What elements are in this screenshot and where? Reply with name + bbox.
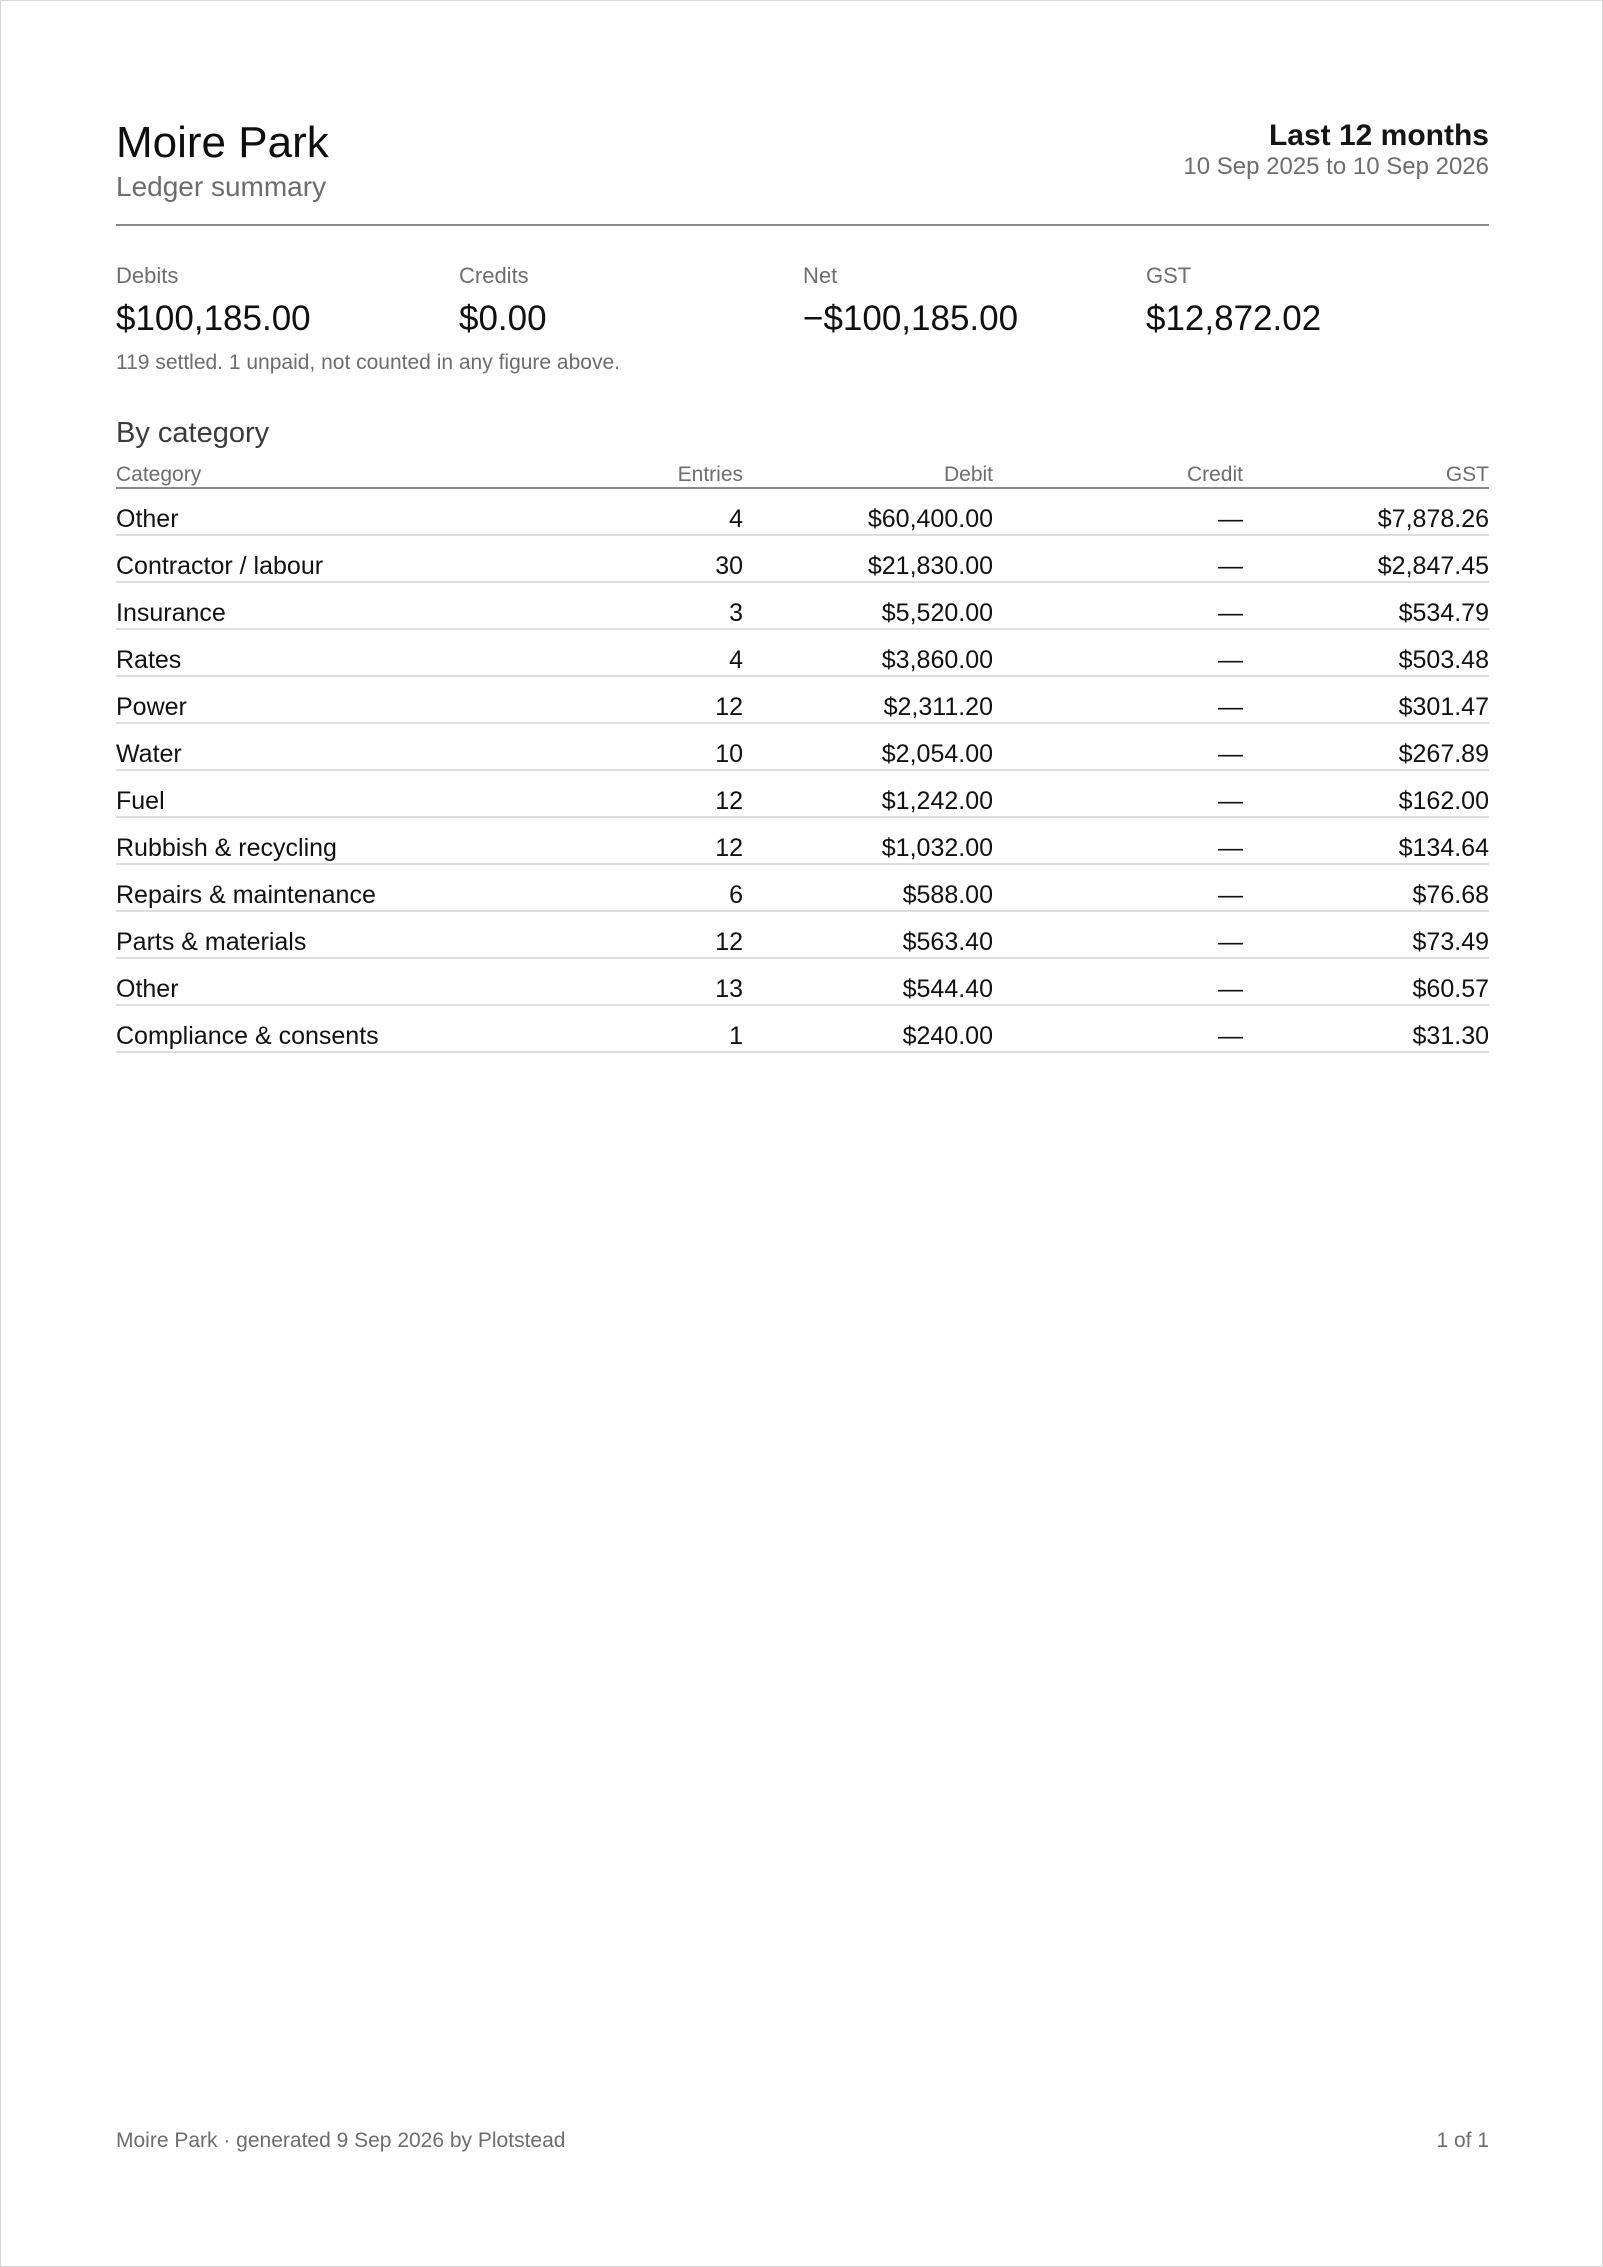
cell-category: Parts & materials (116, 928, 307, 956)
cell-gst: $31.30 (1412, 1022, 1489, 1050)
cell-entries: 6 (729, 881, 743, 909)
period-label: Last 12 months (1268, 119, 1489, 152)
page-footer (116, 2129, 1489, 2153)
gst-label: GST (1146, 263, 1192, 288)
cell-debit: $2,311.20 (883, 693, 993, 721)
cell-gst: $301.47 (1398, 693, 1489, 721)
credits-label: Credits (459, 263, 529, 288)
cell-category: Repairs & maintenance (116, 881, 376, 909)
net-value: −$100,185.00 (803, 299, 1019, 338)
category-section-heading: By category (116, 417, 270, 449)
column-header-gst: GST (1445, 463, 1489, 486)
table-row (116, 583, 1489, 630)
cell-credit: — (1218, 975, 1243, 1003)
table-row (116, 771, 1489, 818)
credits-value: $0.00 (459, 299, 547, 338)
cell-debit: $2,054.00 (881, 740, 993, 768)
cell-category: Other (116, 975, 179, 1003)
net-label: Net (803, 263, 838, 288)
period-range: 10 Sep 2025 to 10 Sep 2026 (1183, 153, 1489, 180)
table-row (116, 865, 1489, 912)
debits-stat (116, 265, 456, 336)
table-header-row (116, 463, 1489, 489)
cell-credit: — (1218, 787, 1243, 815)
cell-entries: 3 (729, 599, 743, 627)
cell-category: Water (116, 740, 182, 768)
table-row (116, 630, 1489, 677)
header-divider (116, 224, 1489, 226)
cell-credit: — (1218, 693, 1243, 721)
cell-entries: 1 (729, 1022, 743, 1050)
site-name: Moire Park (116, 118, 329, 167)
cell-gst: $503.48 (1398, 646, 1489, 674)
summary-note: 119 settled. 1 unpaid, not counted in any figure above. (116, 351, 620, 374)
cell-gst: $267.89 (1398, 740, 1489, 768)
cell-gst: $2,847.45 (1377, 552, 1489, 580)
cell-category: Power (116, 693, 187, 721)
cell-debit: $1,032.00 (881, 834, 993, 862)
cell-entries: 12 (715, 834, 743, 862)
cell-gst: $76.68 (1412, 881, 1489, 909)
cell-entries: 13 (715, 975, 743, 1003)
column-header-entries: Entries (677, 463, 743, 486)
cell-gst: $162.00 (1398, 787, 1489, 815)
table-row (116, 1006, 1489, 1053)
cell-credit: — (1218, 834, 1243, 862)
cell-category: Rubbish & recycling (116, 834, 337, 862)
cell-gst: $60.57 (1412, 975, 1489, 1003)
cell-gst: $73.49 (1412, 928, 1489, 956)
cell-credit: — (1218, 599, 1243, 627)
cell-debit: $588.00 (902, 881, 993, 909)
cell-debit: $3,860.00 (881, 646, 993, 674)
cell-credit: — (1218, 1022, 1243, 1050)
table-row (116, 677, 1489, 724)
column-header-debit: Debit (943, 463, 993, 486)
cell-entries: 30 (715, 552, 743, 580)
cell-debit: $1,242.00 (881, 787, 993, 815)
category-table (116, 463, 1489, 1053)
gst-stat (1146, 265, 1486, 336)
cell-category: Rates (116, 646, 182, 674)
cell-credit: — (1218, 505, 1243, 533)
report-header (116, 113, 1489, 225)
cell-credit: — (1218, 646, 1243, 674)
cell-debit: $5,520.00 (881, 599, 993, 627)
footer-generated-note: Moire Park · generated 9 Sep 2026 by Plotstead (116, 2129, 566, 2152)
table-row (116, 959, 1489, 1006)
cell-entries: 12 (715, 693, 743, 721)
cell-debit: $21,830.00 (867, 552, 993, 580)
cell-entries: 4 (729, 505, 743, 533)
table-row (116, 536, 1489, 583)
cell-debit: $60,400.00 (867, 505, 993, 533)
debits-value: $100,185.00 (116, 299, 311, 338)
cell-category: Fuel (116, 787, 165, 815)
table-row (116, 724, 1489, 771)
net-stat (803, 265, 1143, 336)
cell-entries: 10 (715, 740, 743, 768)
debits-label: Debits (116, 263, 179, 288)
cell-credit: — (1218, 881, 1243, 909)
cell-category: Contractor / labour (116, 552, 324, 580)
cell-debit: $563.40 (902, 928, 993, 956)
footer-page-number: 1 of 1 (1436, 2129, 1489, 2152)
cell-category: Compliance & consents (116, 1022, 379, 1050)
cell-entries: 12 (715, 928, 743, 956)
table-row (116, 489, 1489, 536)
report-title: Ledger summary (116, 171, 327, 202)
cell-category: Other (116, 505, 179, 533)
summary-figures (116, 265, 1489, 345)
cell-credit: — (1218, 928, 1243, 956)
gst-value: $12,872.02 (1146, 299, 1322, 338)
column-header-credit: Credit (1186, 463, 1243, 486)
cell-category: Insurance (116, 599, 226, 627)
cell-gst: $534.79 (1398, 599, 1489, 627)
cell-entries: 12 (715, 787, 743, 815)
cell-entries: 4 (729, 646, 743, 674)
column-header-category: Category (116, 463, 202, 486)
table-row (116, 818, 1489, 865)
cell-gst: $134.64 (1398, 834, 1489, 862)
cell-credit: — (1218, 552, 1243, 580)
credits-stat (459, 265, 799, 336)
cell-debit: $240.00 (902, 1022, 993, 1050)
table-row (116, 912, 1489, 959)
cell-credit: — (1218, 740, 1243, 768)
cell-gst: $7,878.26 (1377, 505, 1489, 533)
cell-debit: $544.40 (902, 975, 993, 1003)
